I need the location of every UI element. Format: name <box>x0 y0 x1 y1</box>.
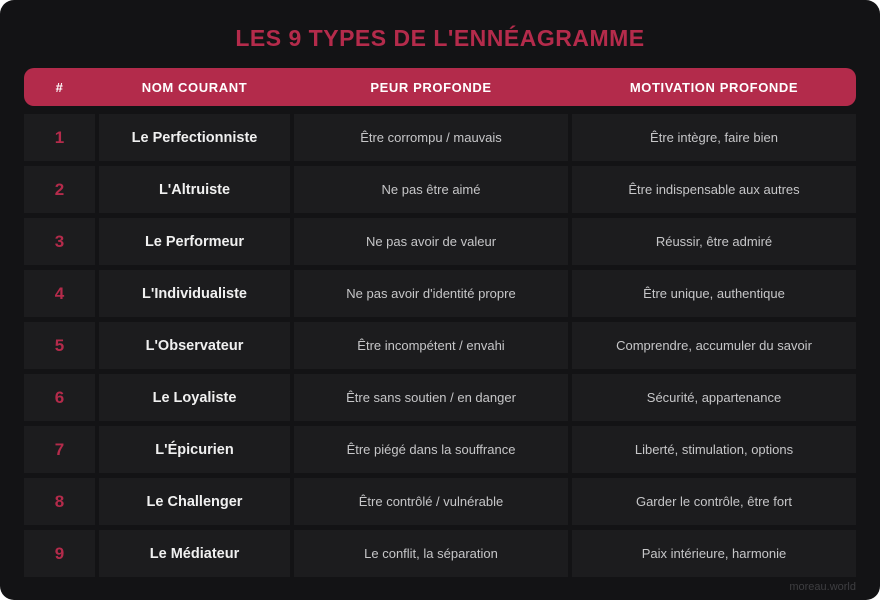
type-name: L'Épicurien <box>99 426 290 473</box>
type-fear: Être contrôlé / vulnérable <box>294 478 568 525</box>
header-cell-number: # <box>55 79 64 95</box>
type-motivation: Être intègre, faire bien <box>572 114 856 161</box>
type-name: Le Perfectionniste <box>99 114 290 161</box>
table-row <box>24 166 856 213</box>
type-number: 7 <box>24 426 95 473</box>
type-fear: Être incompétent / envahi <box>294 322 568 369</box>
type-name: Le Challenger <box>99 478 290 525</box>
header-cell-name: NOM COURANT <box>141 79 248 95</box>
type-number: 8 <box>24 478 95 525</box>
type-motivation: Garder le contrôle, être fort <box>572 478 856 525</box>
type-fear: Être sans soutien / en danger <box>294 374 568 421</box>
type-number: 6 <box>24 374 95 421</box>
type-number: 4 <box>24 270 95 317</box>
type-fear: Être piégé dans la souffrance <box>294 426 568 473</box>
type-number: 2 <box>24 166 95 213</box>
type-motivation: Être unique, authentique <box>572 270 856 317</box>
table-header <box>24 68 856 106</box>
type-fear: Être corrompu / mauvais <box>294 114 568 161</box>
type-name: Le Loyaliste <box>99 374 290 421</box>
type-fear: Ne pas être aimé <box>294 166 568 213</box>
table-row <box>24 426 856 473</box>
header-cell-fear: PEUR PROFONDE <box>370 79 492 95</box>
table-row <box>24 530 856 577</box>
type-motivation: Être indispensable aux autres <box>572 166 856 213</box>
table-row <box>24 478 856 525</box>
type-name: L'Altruiste <box>99 166 290 213</box>
table-row <box>24 114 856 161</box>
type-fear: Ne pas avoir de valeur <box>294 218 568 265</box>
type-motivation: Sécurité, appartenance <box>572 374 856 421</box>
table-row <box>24 270 856 317</box>
type-name: L'Observateur <box>99 322 290 369</box>
type-motivation: Liberté, stimulation, options <box>572 426 856 473</box>
type-name: Le Médiateur <box>99 530 290 577</box>
type-motivation: Réussir, être admiré <box>572 218 856 265</box>
type-fear: Ne pas avoir d'identité propre <box>294 270 568 317</box>
type-name: Le Performeur <box>99 218 290 265</box>
header-cell-motivation: MOTIVATION PROFONDE <box>629 79 799 95</box>
type-number: 9 <box>24 530 95 577</box>
type-number: 3 <box>24 218 95 265</box>
table-row <box>24 218 856 265</box>
type-number: 1 <box>24 114 95 161</box>
watermark: moreau.world <box>789 581 856 593</box>
page-title: LES 9 TYPES DE L'ENNÉAGRAMME <box>235 25 645 51</box>
table-body <box>24 114 856 582</box>
type-number: 5 <box>24 322 95 369</box>
type-name: L'Individualiste <box>99 270 290 317</box>
table-row <box>24 374 856 421</box>
type-fear: Le conflit, la séparation <box>294 530 568 577</box>
table-row <box>24 322 856 369</box>
type-motivation: Comprendre, accumuler du savoir <box>572 322 856 369</box>
type-motivation: Paix intérieure, harmonie <box>572 530 856 577</box>
